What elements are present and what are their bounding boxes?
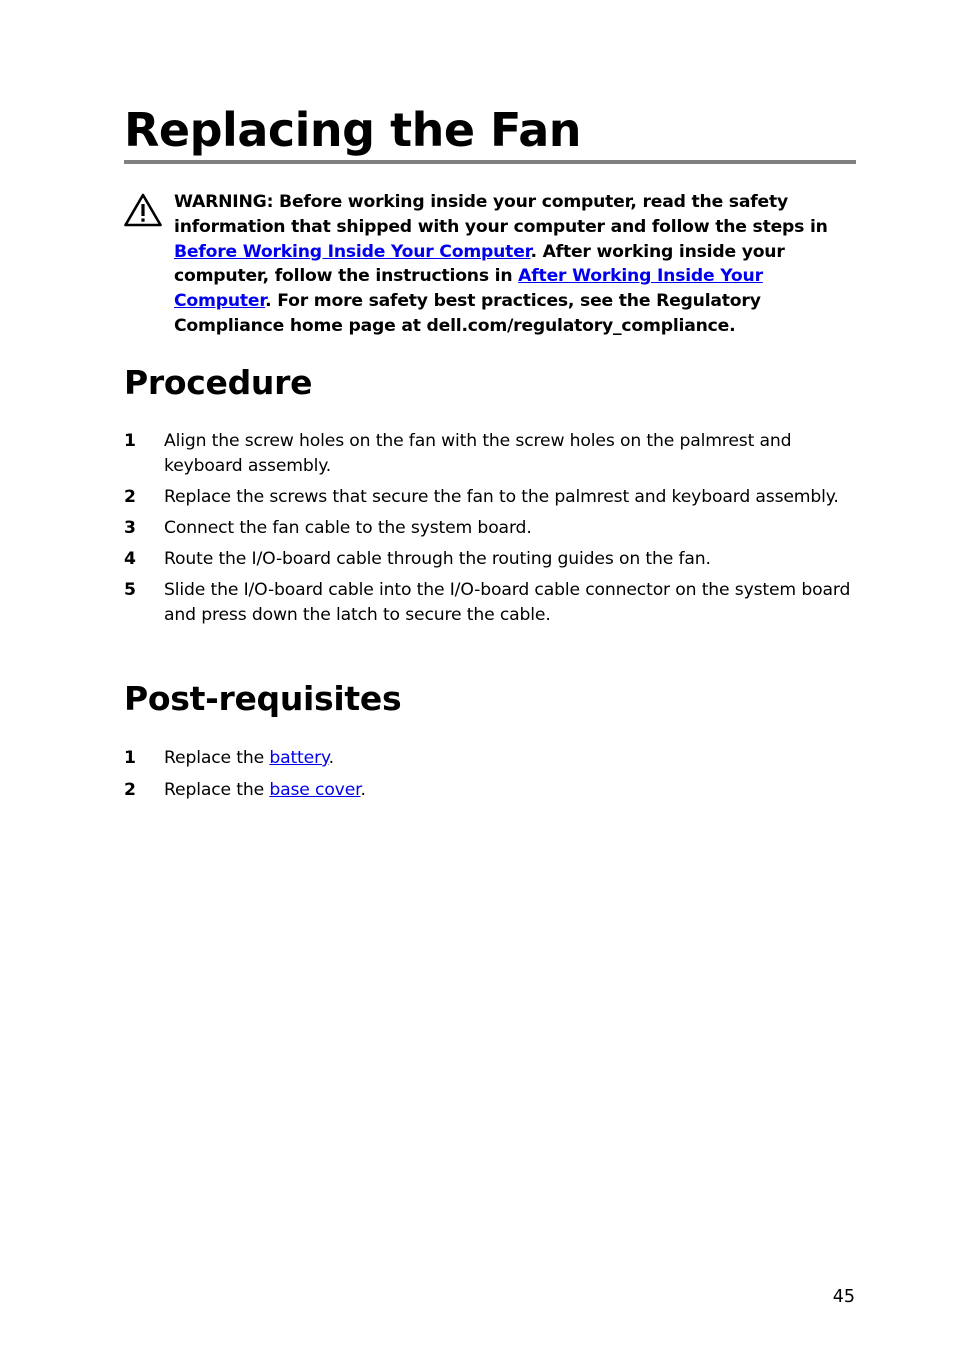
- procedure-steps: [124, 429, 856, 634]
- step-text-suffix: .: [360, 780, 366, 800]
- warning-text-middle: . After working inside your computer, follow the instructions in: [174, 241, 785, 287]
- step-number: 3: [124, 518, 136, 538]
- warning-text: [174, 190, 856, 339]
- postrequisites-steps: [124, 746, 856, 809]
- postrequisite-step: [124, 778, 856, 803]
- step-number: 2: [124, 780, 136, 800]
- base-cover-link[interactable]: base cover: [269, 780, 361, 800]
- warning-triangle-icon: [124, 193, 162, 227]
- warning-text-prefix: WARNING: Before working inside your computer, read the safety information that shipped with your computer and follow the steps in: [174, 192, 828, 237]
- step-text: Connect the fan cable to the system board.: [164, 518, 532, 538]
- step-text-prefix: Replace the: [164, 748, 270, 768]
- procedure-step: [124, 578, 856, 628]
- step-number: 4: [124, 549, 136, 569]
- step-number: 1: [124, 431, 136, 451]
- procedure-step: [124, 516, 856, 541]
- step-text-suffix: .: [328, 748, 334, 768]
- step-text: Slide the I/O-board cable into the I/O-board cable connector on the system board and press down the latch to secure the cable.: [164, 580, 851, 625]
- step-text-prefix: Replace the: [164, 780, 270, 800]
- step-number: 2: [124, 487, 136, 507]
- title-underline: [124, 160, 856, 164]
- step-number: 5: [124, 580, 136, 600]
- procedure-step: [124, 547, 856, 572]
- postrequisite-step: [124, 746, 856, 771]
- page-title: Replacing the Fan: [124, 103, 582, 157]
- step-text: Replace the screws that secure the fan to the palmrest and keyboard assembly.: [164, 487, 839, 507]
- step-text: Align the screw holes on the fan with the screw holes on the palmrest and keyboard assembly.: [164, 431, 792, 476]
- before-working-link[interactable]: Before Working Inside Your Computer: [174, 241, 531, 262]
- after-working-link[interactable]: After Working Inside Your Computer: [174, 266, 763, 312]
- page-number: 45: [832, 1287, 855, 1307]
- procedure-heading: Procedure: [124, 363, 313, 402]
- procedure-step: [124, 429, 856, 479]
- step-number: 1: [124, 748, 136, 768]
- step-text: Route the I/O-board cable through the routing guides on the fan.: [164, 549, 711, 569]
- postrequisites-heading: Post-requisites: [124, 679, 402, 718]
- battery-link[interactable]: battery: [269, 748, 329, 768]
- warning-text-suffix: . For more safety best practices, see the Regulatory Compliance home page at dell.com/regulatory_compliance.: [174, 291, 761, 336]
- procedure-step: [124, 485, 856, 510]
